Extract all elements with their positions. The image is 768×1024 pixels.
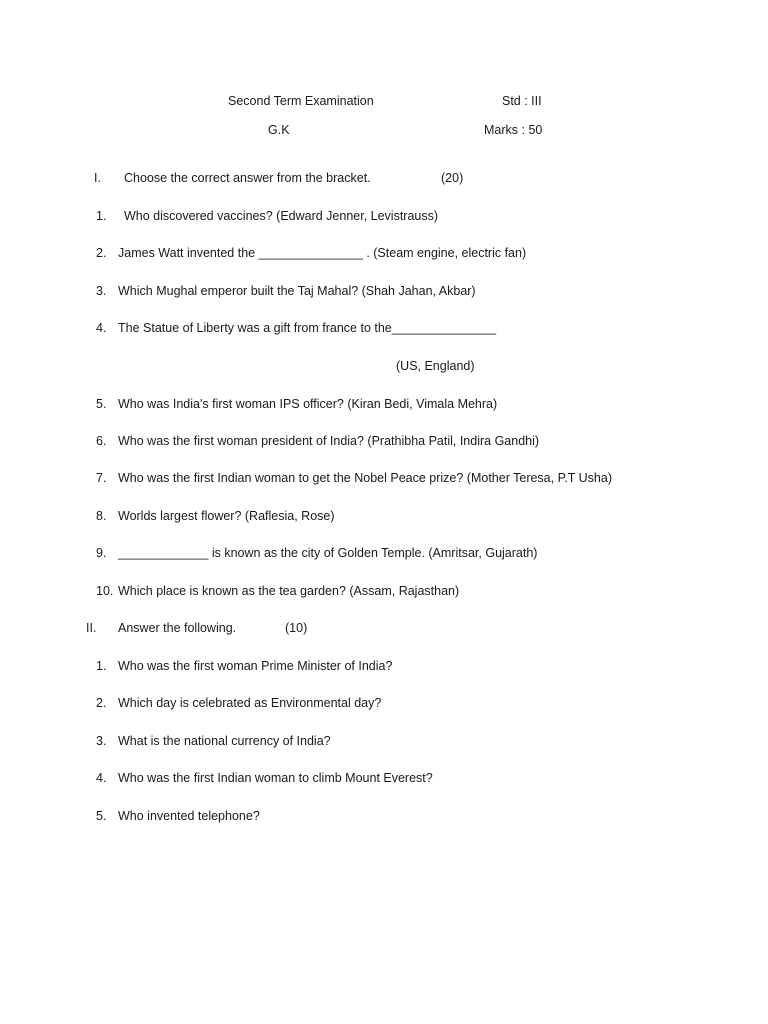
standard-label: Std : III [502,94,542,108]
question-text: The Statue of Liberty was a gift from france to the_______________ [118,321,497,335]
section-numeral: II. [86,621,97,635]
question-number: 9. [96,546,107,560]
question-number: 4. [96,321,107,335]
question-text: Who was the first woman president of India? (Prathibha Patil, Indira Gandhi) [118,434,540,448]
question-number: 1. [96,209,107,223]
section-numeral: I. [94,171,101,185]
question-text: James Watt invented the _______________ . (Steam engine, electric fan) [118,246,527,260]
question-text: Who was the first Indian woman to get the Nobel Peace prize? (Mother Teresa, P.T Usha) [118,471,613,485]
question-text: _____________ is known as the city of Golden Temple. (Amritsar, Gujarath) [118,546,538,560]
section-marks: (20) [441,171,464,185]
subject-label: G.K [268,123,290,137]
question-number: 2. [96,696,107,710]
question-number: 7. [96,471,107,485]
question-text: Who was the first woman Prime Minister of India? [118,659,393,673]
exam-title: Second Term Examination [228,94,374,108]
marks-label: Marks : 50 [484,123,543,137]
question-text: Who was the first Indian woman to climb Mount Everest? [118,771,433,785]
question-number: 4. [96,771,107,785]
question-options: (US, England) [396,359,475,373]
question-number: 2. [96,246,107,260]
section-instruction: Answer the following. [118,621,237,635]
question-number: 5. [96,809,107,823]
question-number: 1. [96,659,107,673]
question-number: 3. [96,734,107,748]
question-text: Who was India's first woman IPS officer? (Kiran Bedi, Vimala Mehra) [118,397,498,411]
section-instruction: Choose the correct answer from the bracket. [124,171,371,185]
question-number: 10. [96,584,114,598]
question-number: 6. [96,434,107,448]
question-text: Which place is known as the tea garden? (Assam, Rajasthan) [118,584,460,598]
question-text: Worlds largest flower? (Raflesia, Rose) [118,509,335,523]
question-number: 8. [96,509,107,523]
question-text: Which Mughal emperor built the Taj Mahal? (Shah Jahan, Akbar) [118,284,476,298]
question-text: Who discovered vaccines? (Edward Jenner, Levistrauss) [124,209,439,223]
section-marks: (10) [285,621,308,635]
question-number: 3. [96,284,107,298]
question-text: What is the national currency of India? [118,734,331,748]
question-text: Who invented telephone? [118,809,260,823]
question-number: 5. [96,397,107,411]
question-text: Which day is celebrated as Environmental day? [118,696,382,710]
